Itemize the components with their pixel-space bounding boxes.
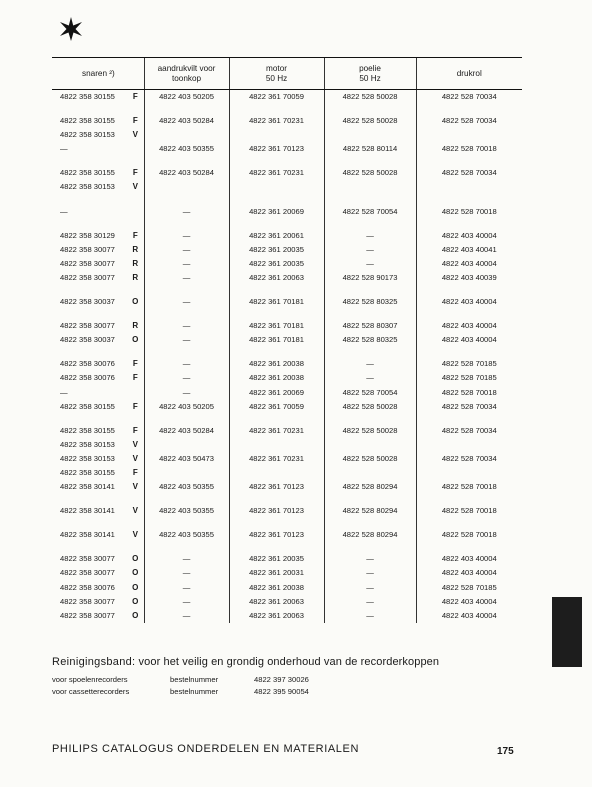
motor-cell: 4822 361 70123 [229, 480, 324, 494]
table-row [52, 243, 522, 257]
spacer-row [52, 414, 522, 424]
drukrol-cell: 4822 528 70018 [416, 386, 522, 400]
drukrol-cell: 4822 403 40004 [416, 552, 522, 566]
motor-cell: 4822 361 20069 [229, 205, 324, 219]
type-cell: R [132, 321, 139, 331]
drukrol-cell: 4822 403 40004 [416, 595, 522, 609]
poelie-cell: 4822 528 50028 [324, 114, 416, 128]
poelie-cell: — [324, 566, 416, 580]
snaren-cell: 4822 358 30077 [60, 321, 115, 331]
motor-cell: 4822 361 70231 [229, 452, 324, 466]
type-cell: F [132, 373, 138, 383]
type-cell: F [132, 168, 138, 178]
snaren-cell: — [60, 206, 68, 216]
table-row [52, 271, 522, 285]
snaren-cell: 4822 358 30155 [60, 92, 115, 101]
aandrukvilt-cell: — [144, 552, 229, 566]
aandrukvilt-cell: — [144, 581, 229, 595]
header-motor: motor 50 Hz [229, 58, 324, 90]
table-row [52, 552, 522, 566]
poelie-cell [324, 438, 416, 452]
table-row [52, 424, 522, 438]
order-label: bestelnummer [170, 687, 219, 696]
drukrol-cell: 4822 403 40004 [416, 333, 522, 347]
drukrol-cell: 4822 528 70034 [416, 114, 522, 128]
aandrukvilt-cell [144, 180, 229, 194]
aandrukvilt-cell: — [144, 319, 229, 333]
poelie-cell: — [324, 243, 416, 257]
header-snaren: snaren ²) [52, 58, 144, 90]
aandrukvilt-cell: — [144, 595, 229, 609]
drukrol-cell: 4822 528 70018 [416, 480, 522, 494]
drukrol-cell: 4822 528 70018 [416, 504, 522, 518]
motor-cell: 4822 361 70231 [229, 166, 324, 180]
cleaning-band-text: voor het veilig en grondig onderhoud van de recorderkoppen [138, 656, 440, 668]
snaren-cell: 4822 358 30037 [60, 297, 115, 307]
table-row [52, 257, 522, 271]
poelie-cell: 4822 528 80294 [324, 504, 416, 518]
snaren-cell: — [60, 144, 68, 154]
snaren-cell: 4822 358 30155 [60, 425, 115, 435]
type-cell: R [132, 244, 139, 254]
motor-cell: 4822 361 20063 [229, 609, 324, 623]
parts-table [52, 57, 522, 623]
drukrol-cell: 4822 528 70034 [416, 90, 522, 105]
motor-cell [229, 128, 324, 142]
poelie-cell [324, 180, 416, 194]
motor-cell: 4822 361 20035 [229, 257, 324, 271]
poelie-cell [324, 128, 416, 142]
snaren-cell: 4822 358 30153 [60, 182, 115, 192]
poelie-cell [324, 466, 416, 480]
aandrukvilt-cell [144, 466, 229, 480]
snaren-cell: 4822 358 30153 [60, 453, 115, 463]
order-for: voor spoelenrecorders [52, 675, 128, 684]
drukrol-cell [416, 180, 522, 194]
table-row [52, 90, 522, 105]
spacer-row [52, 285, 522, 295]
snaren-cell: 4822 358 30155 [60, 116, 115, 126]
type-cell: V [132, 130, 138, 140]
drukrol-cell: 4822 528 70018 [416, 205, 522, 219]
poelie-cell: 4822 528 50028 [324, 424, 416, 438]
aandrukvilt-cell: 4822 403 50284 [144, 114, 229, 128]
poelie-cell: — [324, 257, 416, 271]
poelie-cell: 4822 528 70054 [324, 386, 416, 400]
table-row [52, 480, 522, 494]
order-number: 4822 395 90054 [254, 687, 309, 696]
motor-cell: 4822 361 20038 [229, 371, 324, 385]
cleaning-band-line [52, 656, 552, 668]
snaren-cell: 4822 358 30037 [60, 335, 115, 345]
type-cell: V [132, 506, 138, 516]
poelie-cell: 4822 528 80325 [324, 333, 416, 347]
motor-cell: 4822 361 70123 [229, 528, 324, 542]
type-cell: V [132, 439, 138, 449]
table-row [52, 319, 522, 333]
type-cell [127, 386, 144, 400]
header-drukrol: drukrol [416, 58, 522, 90]
motor-cell: 4822 361 20038 [229, 581, 324, 595]
table-row [52, 438, 522, 452]
table-row [52, 371, 522, 385]
type-cell: O [132, 554, 139, 564]
drukrol-cell: 4822 528 70034 [416, 452, 522, 466]
table-row [52, 528, 522, 542]
type-cell: V [132, 182, 138, 192]
spacer-row [52, 494, 522, 504]
motor-cell [229, 438, 324, 452]
snaren-cell: 4822 358 30155 [60, 168, 115, 178]
table-header [52, 58, 522, 90]
snaren-cell: 4822 358 30155 [60, 401, 115, 411]
motor-cell: 4822 361 70123 [229, 504, 324, 518]
type-cell: O [132, 568, 139, 578]
drukrol-cell: 4822 528 70034 [416, 166, 522, 180]
snaren-cell: 4822 358 30155 [60, 467, 115, 477]
table-row [52, 595, 522, 609]
motor-cell: 4822 361 20031 [229, 566, 324, 580]
star-icon [58, 16, 84, 42]
aandrukvilt-cell: — [144, 566, 229, 580]
type-cell: F [132, 359, 138, 369]
motor-cell [229, 466, 324, 480]
order-number: 4822 397 30026 [254, 675, 309, 684]
drukrol-cell: 4822 528 70185 [416, 581, 522, 595]
type-cell [127, 205, 144, 219]
motor-cell: 4822 361 70059 [229, 400, 324, 414]
aandrukvilt-cell: 4822 403 50284 [144, 166, 229, 180]
table-row [52, 581, 522, 595]
snaren-cell: 4822 358 30076 [60, 582, 115, 592]
thumb-index-tab [552, 597, 582, 667]
poelie-cell: — [324, 371, 416, 385]
motor-cell: 4822 361 20061 [229, 229, 324, 243]
motor-cell: 4822 361 20035 [229, 552, 324, 566]
snaren-cell: 4822 358 30076 [60, 359, 115, 369]
type-cell: R [132, 272, 139, 282]
table-row [52, 609, 522, 623]
motor-cell: 4822 361 20063 [229, 595, 324, 609]
poelie-cell: 4822 528 90173 [324, 271, 416, 285]
motor-cell [229, 180, 324, 194]
snaren-cell: — [60, 387, 68, 397]
spacer-row [52, 518, 522, 528]
drukrol-cell: 4822 528 70185 [416, 357, 522, 371]
page-number: 175 [497, 746, 514, 757]
motor-cell: 4822 361 20063 [229, 271, 324, 285]
drukrol-cell: 4822 403 40004 [416, 295, 522, 309]
snaren-cell: 4822 358 30077 [60, 568, 115, 578]
aandrukvilt-cell [144, 128, 229, 142]
table-row [52, 295, 522, 309]
aandrukvilt-cell: 4822 403 50355 [144, 504, 229, 518]
type-cell: O [132, 297, 139, 307]
spacer-row [52, 219, 522, 229]
aandrukvilt-cell: 4822 403 50473 [144, 452, 229, 466]
type-cell: V [132, 453, 138, 463]
poelie-cell: 4822 528 80114 [324, 142, 416, 156]
table-body [52, 90, 522, 623]
drukrol-cell: 4822 403 40004 [416, 319, 522, 333]
poelie-cell: — [324, 595, 416, 609]
snaren-cell: 4822 358 30077 [60, 272, 115, 282]
motor-cell: 4822 361 70181 [229, 295, 324, 309]
poelie-cell: 4822 528 80294 [324, 528, 416, 542]
snaren-cell: 4822 358 30129 [60, 230, 115, 240]
poelie-cell: — [324, 609, 416, 623]
snaren-cell: 4822 358 30153 [60, 439, 115, 449]
type-cell: F [132, 116, 138, 126]
type-cell: O [132, 596, 139, 606]
drukrol-cell: 4822 403 40041 [416, 243, 522, 257]
aandrukvilt-cell: 4822 403 50355 [144, 528, 229, 542]
drukrol-cell: 4822 403 40004 [416, 229, 522, 243]
type-cell: F [132, 92, 138, 101]
aandrukvilt-cell: — [144, 205, 229, 219]
snaren-cell: 4822 358 30077 [60, 244, 115, 254]
aandrukvilt-cell: 4822 403 50205 [144, 400, 229, 414]
motor-cell: 4822 361 70231 [229, 114, 324, 128]
drukrol-cell: 4822 403 40004 [416, 609, 522, 623]
catalogue-title: PHILIPS CATALOGUS ONDERDELEN EN MATERIALEN [52, 743, 359, 755]
snaren-cell: 4822 358 30153 [60, 130, 115, 140]
poelie-cell: 4822 528 50028 [324, 452, 416, 466]
drukrol-cell: 4822 528 70034 [416, 400, 522, 414]
table-row [52, 142, 522, 156]
type-cell: F [132, 230, 138, 240]
poelie-cell: 4822 528 80294 [324, 480, 416, 494]
poelie-cell: — [324, 357, 416, 371]
drukrol-cell: 4822 403 40004 [416, 257, 522, 271]
snaren-cell: 4822 358 30077 [60, 554, 115, 564]
spacer-row [52, 542, 522, 552]
poelie-cell: — [324, 229, 416, 243]
motor-cell: 4822 361 20038 [229, 357, 324, 371]
table-row [52, 166, 522, 180]
snaren-cell: 4822 358 30077 [60, 258, 115, 268]
table-row [52, 400, 522, 414]
aandrukvilt-cell: 4822 403 50284 [144, 424, 229, 438]
motor-cell: 4822 361 20035 [229, 243, 324, 257]
type-cell: V [132, 530, 138, 540]
poelie-cell: 4822 528 80307 [324, 319, 416, 333]
drukrol-cell: 4822 528 70034 [416, 424, 522, 438]
poelie-cell: 4822 528 70054 [324, 205, 416, 219]
aandrukvilt-cell: 4822 403 50355 [144, 480, 229, 494]
snaren-cell: 4822 358 30077 [60, 610, 115, 620]
motor-cell: 4822 361 70181 [229, 333, 324, 347]
type-cell: R [132, 258, 139, 268]
table-row [52, 504, 522, 518]
header-aandrukvilt: aandrukvilt voor toonkop [144, 58, 229, 90]
type-cell: F [132, 425, 138, 435]
table-row [52, 333, 522, 347]
table-row [52, 114, 522, 128]
motor-cell: 4822 361 70181 [229, 319, 324, 333]
aandrukvilt-cell: — [144, 271, 229, 285]
snaren-cell: 4822 358 30077 [60, 596, 115, 606]
drukrol-cell: 4822 403 40004 [416, 566, 522, 580]
aandrukvilt-cell: — [144, 243, 229, 257]
type-cell: O [132, 610, 139, 620]
drukrol-cell: 4822 528 70185 [416, 371, 522, 385]
type-cell: O [132, 335, 139, 345]
aandrukvilt-cell: — [144, 333, 229, 347]
aandrukvilt-cell: — [144, 357, 229, 371]
cleaning-band-label: Reinigingsband: [52, 656, 136, 668]
table-row [52, 180, 522, 194]
order-for: voor cassetterecorders [52, 687, 130, 696]
spacer-row [52, 347, 522, 357]
table-row [52, 386, 522, 400]
motor-cell: 4822 361 70059 [229, 90, 324, 105]
type-cell: O [132, 582, 139, 592]
aandrukvilt-cell: — [144, 371, 229, 385]
table-row [52, 205, 522, 219]
table-row [52, 566, 522, 580]
table-row [52, 128, 522, 142]
spacer-row [52, 309, 522, 319]
drukrol-cell [416, 438, 522, 452]
header-poelie: poelie 50 Hz [324, 58, 416, 90]
snaren-cell: 4822 358 30141 [60, 482, 115, 492]
aandrukvilt-cell: — [144, 257, 229, 271]
poelie-cell: 4822 528 50028 [324, 90, 416, 105]
type-cell: V [132, 482, 138, 492]
aandrukvilt-cell: — [144, 609, 229, 623]
table-row [52, 466, 522, 480]
poelie-cell: 4822 528 80325 [324, 295, 416, 309]
aandrukvilt-cell [144, 438, 229, 452]
snaren-cell: 4822 358 30076 [60, 373, 115, 383]
drukrol-cell: 4822 403 40039 [416, 271, 522, 285]
aandrukvilt-cell: 4822 403 50205 [144, 90, 229, 105]
spacer-row [52, 195, 522, 205]
snaren-cell: 4822 358 30141 [60, 506, 115, 516]
motor-cell: 4822 361 20069 [229, 386, 324, 400]
type-cell: F [132, 467, 138, 477]
table-row [52, 452, 522, 466]
aandrukvilt-cell: — [144, 386, 229, 400]
table-row [52, 229, 522, 243]
type-cell [127, 142, 144, 156]
aandrukvilt-cell: — [144, 295, 229, 309]
poelie-cell: — [324, 581, 416, 595]
drukrol-cell: 4822 528 70018 [416, 528, 522, 542]
drukrol-cell [416, 128, 522, 142]
table-row [52, 357, 522, 371]
spacer-row [52, 156, 522, 166]
poelie-cell: — [324, 552, 416, 566]
poelie-cell: 4822 528 50028 [324, 400, 416, 414]
spacer-row [52, 104, 522, 114]
motor-cell: 4822 361 70123 [229, 142, 324, 156]
aandrukvilt-cell: 4822 403 50355 [144, 142, 229, 156]
motor-cell: 4822 361 70231 [229, 424, 324, 438]
type-cell: F [132, 401, 138, 411]
order-label: bestelnummer [170, 675, 219, 684]
aandrukvilt-cell: — [144, 229, 229, 243]
drukrol-cell: 4822 528 70018 [416, 142, 522, 156]
drukrol-cell [416, 466, 522, 480]
poelie-cell: 4822 528 50028 [324, 166, 416, 180]
snaren-cell: 4822 358 30141 [60, 530, 115, 540]
